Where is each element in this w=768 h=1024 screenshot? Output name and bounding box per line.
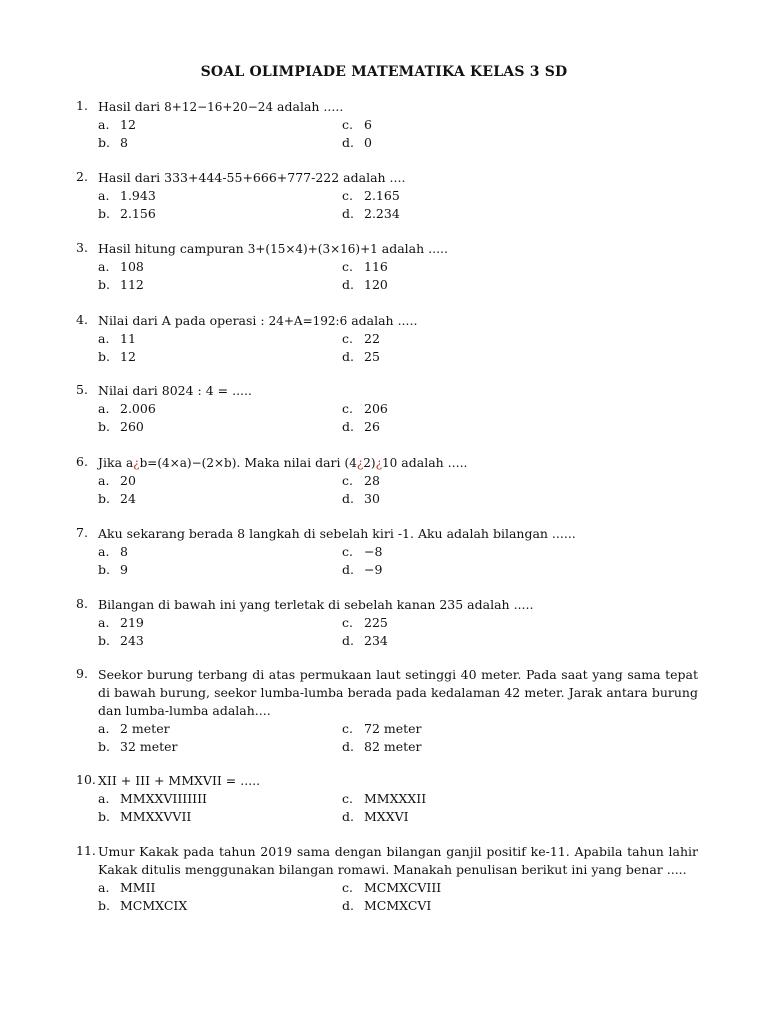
question-number: 3. bbox=[76, 240, 88, 255]
option-d: d. 0 bbox=[342, 134, 372, 150]
question-number: 10. bbox=[76, 772, 96, 787]
option-a: a. 2.006 bbox=[98, 401, 156, 416]
question-number: 11. bbox=[76, 843, 96, 858]
question-number: 5. bbox=[76, 382, 88, 397]
options bbox=[98, 879, 698, 914]
options bbox=[98, 258, 698, 293]
question-text: XII + III + MMXVII = ..... bbox=[98, 773, 261, 788]
question-4 bbox=[76, 312, 698, 365]
option-a: a. 12 bbox=[98, 117, 136, 132]
question-text: Jika a¿b=(4×a)−(2×b). Maka nilai dari (4¿2)¿10 adalah ..... bbox=[98, 455, 468, 470]
math-expression: 8+12−16+20−24 bbox=[164, 100, 274, 114]
option-c: c. MCMXCVIII bbox=[342, 880, 442, 895]
option-d: d. 120 bbox=[342, 276, 388, 292]
options bbox=[98, 116, 698, 151]
options bbox=[98, 790, 698, 825]
question-1 bbox=[76, 98, 698, 151]
question-text: Seekor burung terbang di atas permukaan laut setinggi 40 meter. Pada saat yang sama tepat di bawah burung, seekor lumba-lumba berada pada kedalaman 42 meter. Jarak antara burung dan lumba-lumba adalah.... bbox=[98, 667, 698, 718]
option-b: b. 2.156 bbox=[98, 205, 156, 221]
math-expression: 24+A=192:6 bbox=[268, 314, 348, 328]
question-number: 8. bbox=[76, 596, 88, 611]
option-c: c. 2.165 bbox=[342, 188, 400, 203]
option-a: a. 2 meter bbox=[98, 721, 170, 736]
question-8 bbox=[76, 596, 698, 649]
option-d: d. 25 bbox=[342, 348, 380, 364]
option-a: a. 20 bbox=[98, 473, 136, 488]
option-b: b. 112 bbox=[98, 276, 144, 292]
option-b: b. MCMXCIX bbox=[98, 897, 188, 913]
option-a: a. 108 bbox=[98, 259, 144, 274]
option-a: a. 8 bbox=[98, 544, 128, 559]
question-2 bbox=[76, 169, 698, 222]
question-text: Hasil dari 333+444-55+666+777-222 adalah .... bbox=[98, 170, 406, 185]
option-c: c. 206 bbox=[342, 401, 388, 416]
math-expression: 3+(15×4)+(3×16)+1 bbox=[247, 242, 378, 256]
question-5 bbox=[76, 382, 698, 435]
option-c: c. −8 bbox=[342, 544, 383, 559]
question-text: Bilangan di bawah ini yang terletak di sebelah kanan 235 adalah ..... bbox=[98, 597, 534, 612]
option-b: b. 8 bbox=[98, 134, 128, 150]
question-text: Nilai dari 8024 : 4 = ..... bbox=[98, 383, 252, 398]
option-d: d. −9 bbox=[342, 561, 383, 577]
options bbox=[98, 330, 698, 365]
option-d: d. MXXVI bbox=[342, 808, 409, 824]
option-b: b. 243 bbox=[98, 632, 144, 648]
option-d: d. 26 bbox=[342, 418, 380, 434]
option-d: d. 234 bbox=[342, 632, 388, 648]
math-expression: a¿b=(4×a)−(2×b) bbox=[126, 456, 237, 470]
options bbox=[98, 543, 698, 578]
options bbox=[98, 472, 698, 507]
question-number: 1. bbox=[76, 98, 88, 113]
option-d: d. 30 bbox=[342, 490, 380, 506]
question-7 bbox=[76, 525, 698, 578]
question-text: Nilai dari A pada operasi : 24+A=192:6 adalah ..... bbox=[98, 313, 418, 328]
options bbox=[98, 720, 698, 755]
options bbox=[98, 187, 698, 222]
option-b: b. 9 bbox=[98, 561, 128, 577]
question-3 bbox=[76, 240, 698, 293]
question-10 bbox=[76, 772, 698, 825]
question-number: 7. bbox=[76, 525, 88, 540]
option-c: c. 116 bbox=[342, 259, 388, 274]
option-a: a. MMII bbox=[98, 880, 156, 895]
option-a: a. MMXXVIIIIIII bbox=[98, 791, 207, 806]
question-text: Umur Kakak pada tahun 2019 sama dengan bilangan ganjil positif ke-11. Apabila tahun lahir Kakak ditulis menggunakan bilangan romawi. Manakah penulisan berikut ini yang benar ..... bbox=[98, 844, 698, 877]
question-9 bbox=[76, 666, 698, 755]
options bbox=[98, 614, 698, 649]
option-c: c. 22 bbox=[342, 331, 380, 346]
option-b: b. 12 bbox=[98, 348, 136, 364]
option-c: c. 225 bbox=[342, 615, 388, 630]
question-11 bbox=[76, 843, 698, 914]
question-number: 4. bbox=[76, 312, 88, 327]
option-a: a. 219 bbox=[98, 615, 144, 630]
question-number: 6. bbox=[76, 454, 88, 469]
option-a: a. 11 bbox=[98, 331, 136, 346]
option-b: b. MMXXVVII bbox=[98, 808, 192, 824]
question-number: 2. bbox=[76, 169, 88, 184]
question-text: Hasil hitung campuran 3+(15×4)+(3×16)+1 adalah ..... bbox=[98, 241, 449, 256]
question-text: Aku sekarang berada 8 langkah di sebelah kiri -1. Aku adalah bilangan ...... bbox=[98, 526, 576, 541]
option-b: b. 24 bbox=[98, 490, 136, 506]
question-number: 9. bbox=[76, 666, 88, 681]
option-c: c. 28 bbox=[342, 473, 380, 488]
option-c: c. 6 bbox=[342, 117, 372, 132]
options bbox=[98, 400, 698, 435]
math-expression: (4¿2)¿10 bbox=[344, 456, 398, 470]
option-a: a. 1.943 bbox=[98, 188, 156, 203]
option-c: c. MMXXXII bbox=[342, 791, 427, 806]
page-title: SOAL OLIMPIADE MATEMATIKA KELAS 3 SD bbox=[200, 64, 568, 80]
question-text: Hasil dari 8+12−16+20−24 adalah ..... bbox=[98, 99, 344, 114]
option-d: d. 82 meter bbox=[342, 738, 422, 754]
option-b: b. 260 bbox=[98, 418, 144, 434]
option-c: c. 72 meter bbox=[342, 721, 422, 736]
question-6 bbox=[76, 454, 698, 507]
option-d: d. 2.234 bbox=[342, 205, 400, 221]
option-d: d. MCMXCVI bbox=[342, 897, 432, 913]
option-b: b. 32 meter bbox=[98, 738, 178, 754]
